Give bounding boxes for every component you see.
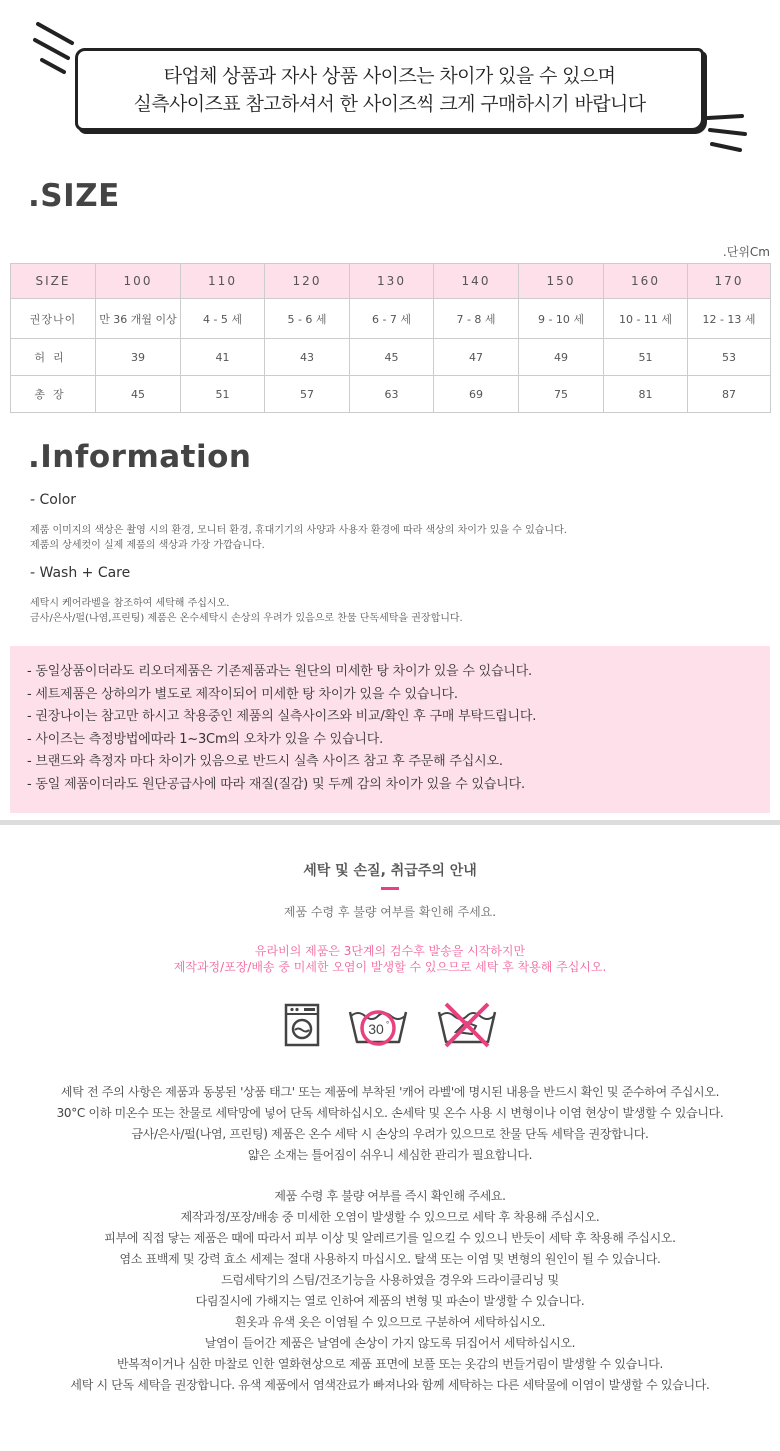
info-section-title: .Information [28,439,252,475]
care-paragraph-1 [0,1082,780,1166]
size-unit: .단위Cm [722,245,770,259]
care-line: 드럼세탁기의 스팀/건조기능을 사용하였을 경우와 드라이클리닝 및 [221,1273,559,1287]
care-line: 흰옷과 유색 옷은 이염될 수 있으므로 구분하여 세탁하십시오. [234,1315,546,1329]
table-cell: 51 [604,339,688,376]
notice-line-1: 타업체 상품과 자사 상품 사이즈는 차이가 있을 수 있으며 [163,64,616,87]
wash-text-line: 금사/은사/펄(나염,프린팅) 제품은 온수세탁시 손상의 우려가 있음으로 찬물 단독세탁을 권장합니다. [30,613,463,624]
notice-item: - 세트제품은 상하의가 별도로 제작이되어 미세한 탕 차이가 있을 수 있습니다. [27,686,458,702]
table-cell: 51 [181,376,265,413]
table-cell: 63 [350,376,434,413]
wash-text-line: 세탁시 케어라벨을 참조하여 세탁해 주십시오. [30,598,230,609]
no-iron-icon [436,1000,498,1048]
section-divider [0,820,780,825]
washing-machine-icon [284,1003,320,1047]
care-line: 피부에 직접 닿는 제품은 때에 따라서 피부 이상 및 알레르기를 일으킬 수 있으니 반듯이 세탁 후 착용해 주십시오. [104,1231,676,1245]
care-line: 얇은 소재는 틀어짐이 쉬우니 세심한 관리가 필요합니다. [247,1148,533,1162]
header-cell: 120 [265,264,350,299]
care-line: 30°C 이하 미온수 또는 찬물로 세탁망에 넣어 단독 세탁하십시오. 손세탁 및 온수 사용 시 변형이나 이염 현상이 발생할 수 있습니다. [56,1106,724,1120]
header-cell: 150 [519,264,604,299]
header-cell: 100 [96,264,181,299]
care-line: 다림질시에 가해지는 열로 인하여 제품의 변형 및 파손이 발생할 수 있습니다. [195,1294,585,1308]
table-cell: 49 [519,339,604,376]
table-row [11,299,771,339]
care-line: 염소 표백제 및 강력 효소 세제는 절대 사용하지 마십시오. 탈색 또는 이염 및 변형의 원인이 될 수 있습니다. [119,1252,661,1266]
table-cell: 12 - 13 세 [688,299,771,339]
header-cell: 140 [434,264,519,299]
header-cell: 110 [181,264,265,299]
care-title: 세탁 및 손질, 취급주의 안내 [303,863,477,879]
row-label: 권장나이 [11,299,96,339]
table-cell: 6 - 7 세 [350,299,434,339]
care-subtitle: 제품 수령 후 불량 여부를 확인해 주세요. [283,905,497,919]
care-paragraph-2 [0,1186,780,1396]
header-cell: 130 [350,264,434,299]
table-cell: 10 - 11 세 [604,299,688,339]
table-cell: 4 - 5 세 [181,299,265,339]
table-cell: 45 [96,376,181,413]
table-cell: 만 36 개월 이상 [96,299,181,339]
table-cell: 75 [519,376,604,413]
table-cell: 43 [265,339,350,376]
color-text-line: 제품의 상세컷이 실제 제품의 색상과 가장 가깝습니다. [30,540,265,551]
table-cell: 7 - 8 세 [434,299,519,339]
care-line: 반복적이거나 심한 마찰로 인한 열화현상으로 제품 표면에 보풀 또는 옷감의 번들거림이 발생할 수 있습니다. [116,1357,664,1371]
table-cell: 9 - 10 세 [519,299,604,339]
notice-banner [75,48,704,131]
notice-line-2: 실측사이즈표 참고하셔서 한 사이즈씩 크게 구매하시기 바랍니다 [133,92,646,115]
row-label: 허리 [11,339,96,376]
table-cell: 87 [688,376,771,413]
table-cell: 39 [96,339,181,376]
notice-item: - 동일 제품이더라도 원단공급사에 따라 재질(질감) 및 두께 감의 차이가 있을 수 있습니다. [27,776,525,792]
table-cell: 47 [434,339,519,376]
care-line: 날염이 들어간 제품은 날염에 손상이 가지 않도록 뒤집어서 세탁하십시오. [204,1336,576,1350]
color-heading: - Color [30,492,77,508]
wash-temp-label: 30 [368,1021,384,1037]
care-pink-line: 유라비의 제품은 3단계의 검수후 발송을 시작하지만 [254,944,526,958]
notice-item: - 권장나이는 참고만 하시고 착용중인 제품의 실측사이즈와 비교/확인 후 구매 부탁드립니다. [27,709,537,724]
care-title-accent [381,887,399,890]
notice-item: - 동일상품이더라도 리오더제품은 기존제품과는 원단의 미세한 탕 차이가 있을 수 있습니다. [27,664,532,679]
table-cell: 81 [604,376,688,413]
care-line: 금사/은사/펄(나염, 프린팅) 제품은 온수 세탁 시 손상의 우려가 있으므로 찬물 단독 세탁을 권장합니다. [131,1127,649,1141]
table-cell: 69 [434,376,519,413]
care-line: 제품 수령 후 불량 여부를 즉시 확인해 주세요. [274,1189,506,1203]
header-cell: SIZE [11,264,96,299]
care-line: 세탁 시 단독 세탁을 권장합니다. 유색 제품에서 염색잔료가 빠져나와 함께 세탁하는 다른 세탁물에 이염이 발생할 수 있습니다. [70,1378,710,1392]
wash-30-icon [347,1000,409,1048]
care-line: 제작과정/포장/배송 중 미세한 오염이 발생할 수 있으므로 세탁 후 착용해 주십시오. [180,1210,600,1224]
notice-item: - 사이즈는 측정방법에따라 1~3Cm의 오차가 있을 수 있습니다. [27,731,384,747]
care-line: 세탁 전 주의 사항은 제품과 동봉된 '상품 태그' 또는 제품에 부착된 '캐어 라벨'에 명시된 내용을 반드시 확인 및 준수하여 주십시오. [60,1085,720,1099]
table-cell: 41 [181,339,265,376]
care-pink-notice [0,943,780,975]
size-header-row [11,264,771,299]
table-row [11,376,771,413]
wash-text [30,596,463,626]
table-row [11,339,771,376]
header-cell: 160 [604,264,688,299]
row-label: 총장 [11,376,96,413]
size-table [10,263,771,413]
header-cell: 170 [688,264,771,299]
table-cell: 53 [688,339,771,376]
table-cell: 57 [265,376,350,413]
size-section-title: .SIZE [28,178,120,214]
table-cell: 45 [350,339,434,376]
care-pink-line: 제작과정/포장/배송 중 미세한 오염이 발생할 수 있으므로 세탁 후 착용해 주십시오. [173,960,607,974]
color-text [30,523,567,553]
wash-heading: - Wash + Care [30,565,131,581]
notice-item: - 브랜드와 측정자 마다 차이가 있음으로 반드시 실측 사이즈 참고 후 주문해 주십시오. [27,754,503,769]
pink-notice-box [10,646,770,813]
svg-text:°: ° [386,1020,390,1029]
color-text-line: 제품 이미지의 색상은 촬영 시의 환경, 모니터 환경, 휴대기기의 사양과 사용자 환경에 따라 색상의 차이가 있을 수 있습니다. [30,525,567,536]
table-cell: 5 - 6 세 [265,299,350,339]
